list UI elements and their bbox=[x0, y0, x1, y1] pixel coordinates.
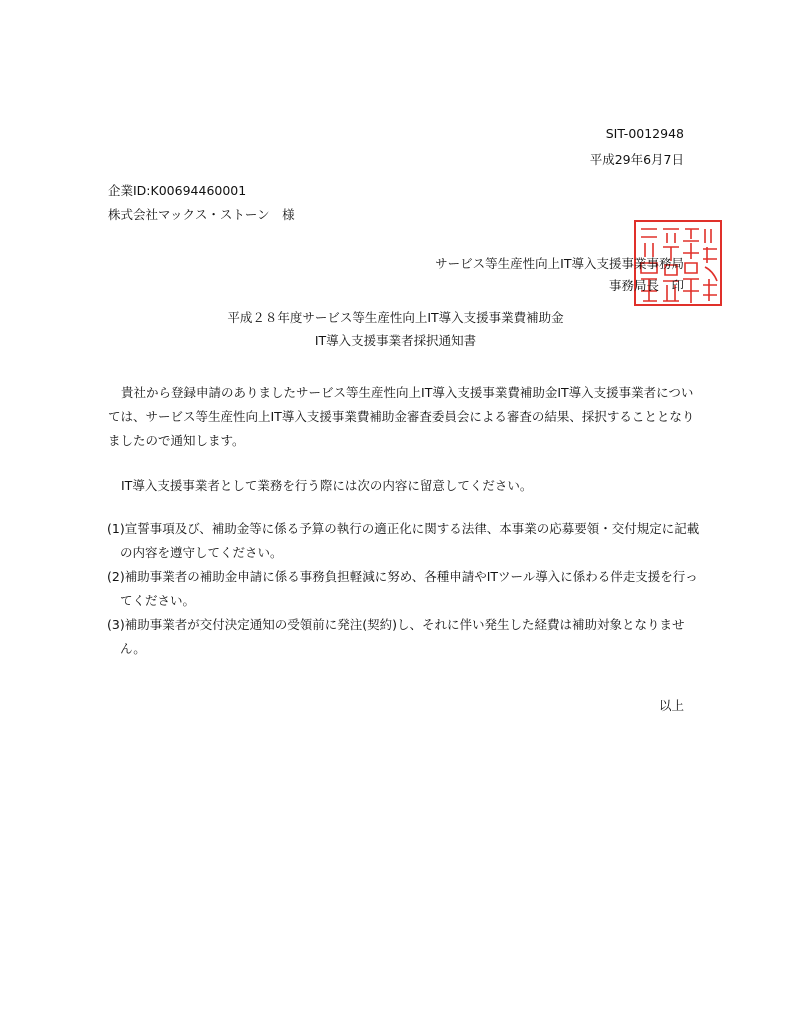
body-paragraph-2: IT導入支援事業者として業務を行う際には次の内容に留意してください。 bbox=[121, 478, 533, 493]
list-item: (2)補助事業者の補助金申請に係る事務負担軽減に努め、各種申請やITツール導入に係わる伴走支援を行ってください。 bbox=[107, 569, 698, 608]
document-number: SIT-0012948 bbox=[605, 126, 684, 141]
issue-date: 平成29年6月7日 bbox=[589, 152, 684, 167]
issuer-title: 事務局長 印 bbox=[608, 278, 684, 293]
list-item: (3)補助事業者が交付決定通知の受領前に発注(契約)し、それに伴い発生した経費は補助対象となりません。 bbox=[107, 617, 685, 656]
list-item: (1)宣誓事項及び、補助金等に係る予算の執行の適正化に関する法律、本事業の応募要領・交付規定に記載の内容を遵守してください。 bbox=[107, 521, 700, 560]
document-title-line2: IT導入支援事業者採択通知書 bbox=[314, 333, 477, 348]
issuer-organization: サービス等生産性向上IT導入支援事業事務局 bbox=[435, 256, 684, 271]
body-paragraph-1: 貴社から登録申請のありましたサービス等生産性向上IT導入支援事業費補助金IT導入支援事業者については、サービス等生産性向上IT導入支援事業費補助金審査委員会による審査の結果、採択することとなりましたので通知します。 bbox=[108, 385, 695, 448]
company-id: 企業ID:K00694460001 bbox=[108, 183, 247, 198]
recipient-name: 株式会社マックス・ストーン 様 bbox=[108, 207, 295, 222]
document-title-line1: 平成２８年度サービス等生産性向上IT導入支援事業費補助金 bbox=[227, 310, 564, 325]
closing-text: 以上 bbox=[658, 698, 684, 713]
